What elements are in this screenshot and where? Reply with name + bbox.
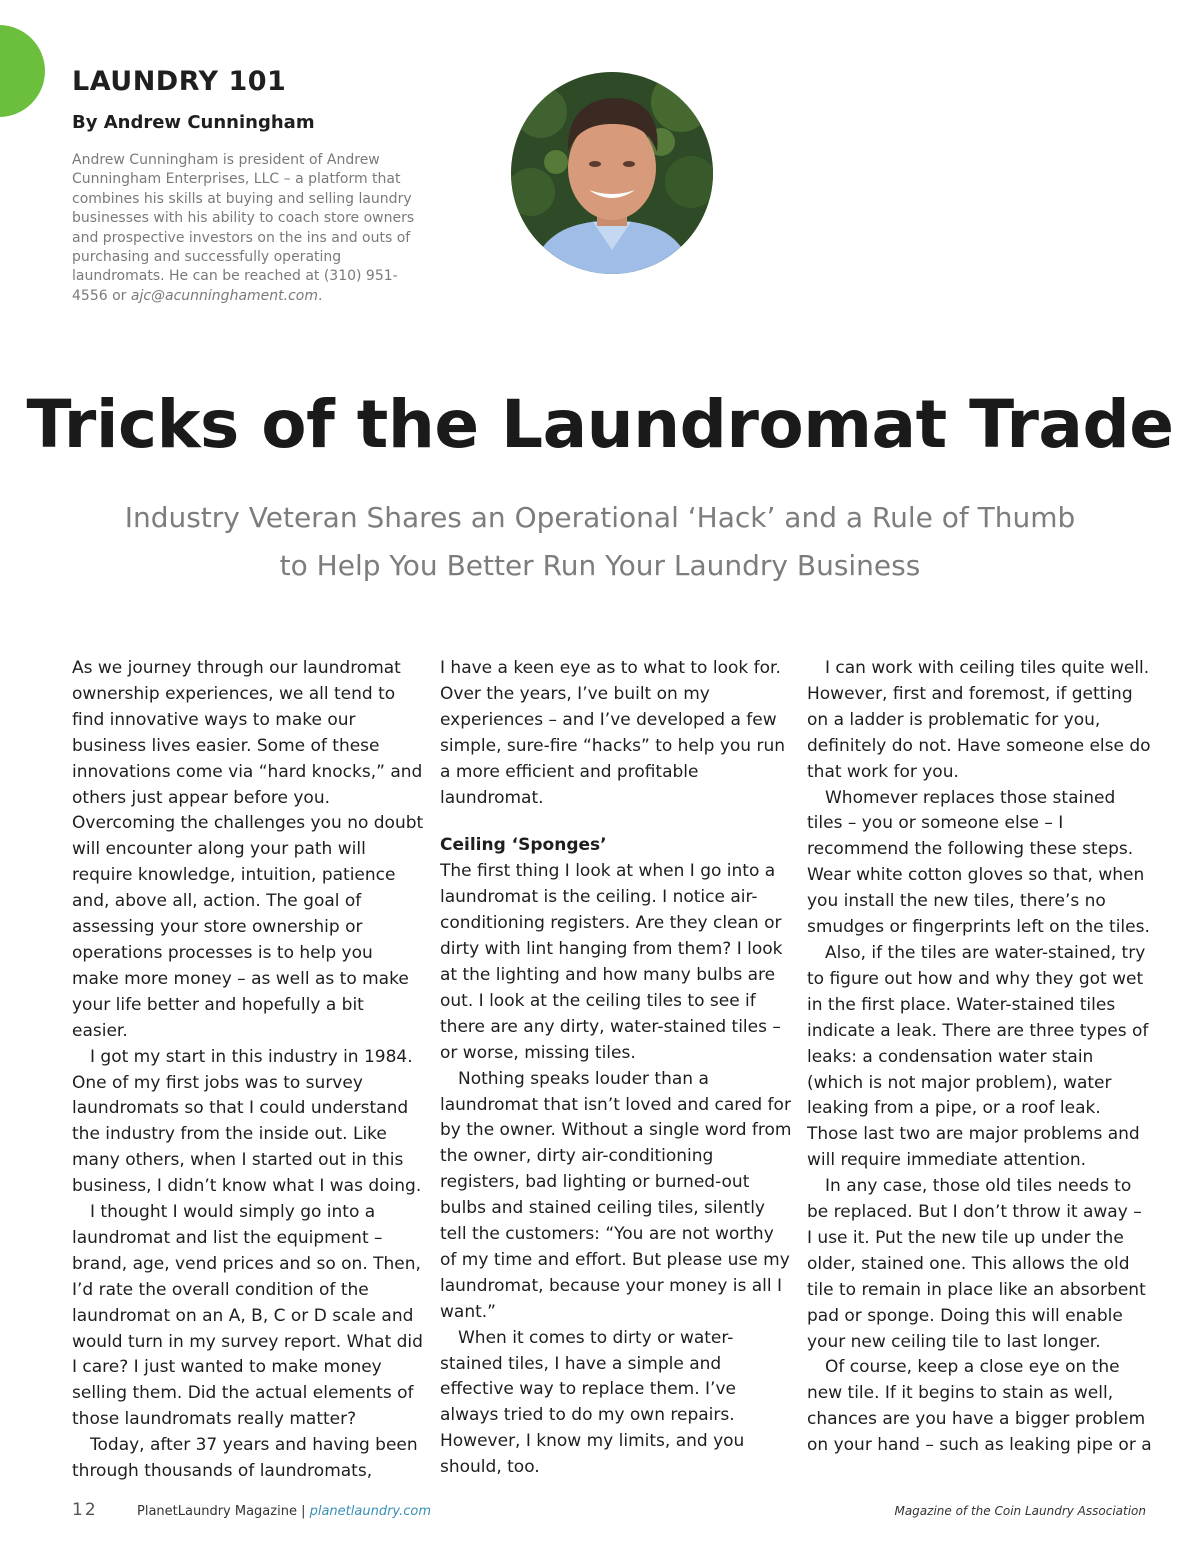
subtitle-line-1: Industry Veteran Shares an Operational ‘Hack’ and a Rule of Thumb (124, 501, 1076, 534)
paragraph: When it comes to dirty or water-stained tiles, I have a simple and effective way to replace them. I’ve always tried to do my own repairs. However, I know my limits, and you should, too. (440, 1327, 745, 1478)
paragraph: Of course, keep a close eye on the new tile. If it begins to stain as well, chances are you have a bigger problem on your hand – such as leaking pipe or a (807, 1357, 1152, 1456)
paragraph: I can work with ceiling tiles quite well. However, first and foremost, if getting on a ladder is problematic for you, definitely do not. Have someone else do that work for you. (807, 658, 1151, 782)
paragraph: Nothing speaks louder than a laundromat that isn’t loved and cared for by the owner. Without a single word from the owner, dirty air-conditioning registers, bad lighting or burned-out bulbs and stained ceiling tiles, silently tell the customers: “You are not worthy of my time and effort. But please use my laundromat, because your money is all I want.” (440, 1068, 792, 1322)
body-column-2 (440, 656, 792, 1481)
author-bio (72, 151, 422, 306)
page-number: 12 (72, 1500, 98, 1520)
author-email: ajc@acunninghament.com (130, 287, 318, 304)
section-heading: Ceiling ‘Sponges’ (440, 835, 607, 856)
paragraph: Also, if the tiles are water-stained, try to figure out how and why they got wet in the first place. Water-stained tiles indicate a leak. There are three types of leaks: a condensation water stain (which is not major problem), water leaking from a pipe, or a roof leak. Those last two are major problems and will require immediate attention. (807, 942, 1149, 1171)
article-subtitle (60, 494, 1140, 590)
footer-magazine (137, 1504, 431, 1519)
magazine-name: PlanetLaundry Magazine | (137, 1504, 310, 1519)
paragraph: I thought I would simply go into a laundromat and list the equipment – brand, age, vend prices and so on. Then, I’d rate the overall condition of the laundromat on an A, B, C or D scale and would turn in my survey report. What did I care? I just wanted to make money selling them. Did the actual elements of those laundromats really matter? (72, 1202, 423, 1430)
subtitle-line-2: to Help You Better Run Your Laundry Business (279, 549, 921, 582)
magazine-url-link[interactable]: planetlaundry.com (309, 1504, 431, 1519)
paragraph: Today, after 37 years and having been through thousands of laundromats, (72, 1435, 418, 1482)
paragraph: As we journey through our laundromat ownership experiences, we all tend to find innovative ways to make our business lives easier. Some of these innovations come via “hard knocks,” and others just appear before you. Overcoming the challenges you no doubt will encounter along your path will require knowledge, intuition, patience and, above all, action. The goal of assessing your store ownership or operations processes is to help you make more money – as well as to make your life better and hopefully a bit easier. (72, 658, 424, 1041)
author-bio-text: Andrew Cunningham is president of Andrew Cunningham Enterprises, LLC – a platform that combines his skills at buying and selling laundry businesses with his ability to coach store owners and prospective investors on the ins and outs of purchasing and successfully operating laundromats. He can be reached at (310) 951-4556 or (72, 152, 415, 304)
paragraph: The first thing I look at when I go into a laundromat is the ceiling. I notice air-conditioning registers. Are they clean or dirty with lint hanging from them? I look at the lighting and how many bulbs are out. I look at the ceiling tiles to see if there are any dirty, water-stained tiles – or worse, missing tiles. (440, 861, 783, 1063)
paragraph: In any case, those old tiles needs to be replaced. But I don’t throw it away – I use it. Put the new tile up under the older, stained one. This allows the old tile to remain in place like an absorbent pad or sponge. Doing this will enable your new ceiling tile to last longer. (807, 1176, 1146, 1352)
body-column-3 (807, 656, 1152, 1459)
body-column-1 (72, 656, 424, 1485)
article-title: Tricks of the Laundromat Trade (26, 386, 1174, 463)
column-label: LAUNDRY 101 (72, 66, 287, 97)
paragraph: I have a keen eye as to what to look for. Over the years, I’ve built on my experiences – and I’ve developed a few simple, sure-fire “hacks” to help you run a more efficient and profitable laundromat. (440, 658, 786, 808)
author-bio-end: . (318, 287, 323, 304)
footer-association: Magazine of the Coin Laundry Association (894, 1504, 1146, 1518)
author-headshot (511, 72, 713, 274)
paragraph: I got my start in this industry in 1984. One of my first jobs was to survey laundromats so that I could understand the industry from the inside out. Like many others, when I started out in this business, I didn’t know what I was doing. (72, 1046, 422, 1197)
author-byline: By Andrew Cunningham (72, 112, 315, 133)
section-tab-accent (0, 25, 45, 117)
paragraph: Whomever replaces those stained tiles – you or someone else – I recommend the following these steps. Wear white cotton gloves so that, when you install the new tiles, there’s no smudges or fingerprints left on the tiles. (807, 787, 1150, 938)
